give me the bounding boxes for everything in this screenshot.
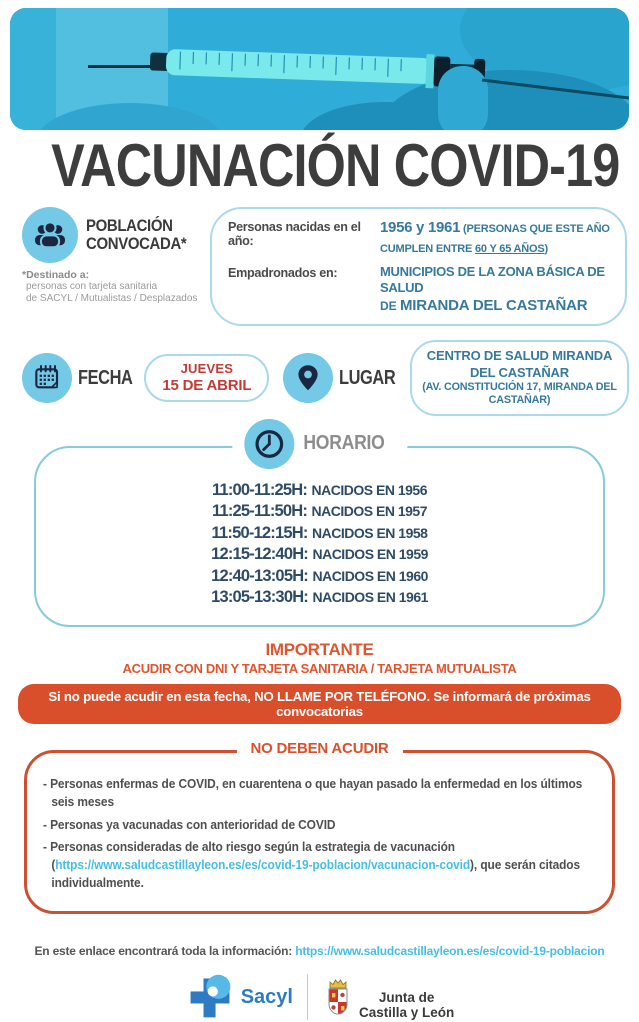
schedule-row: 11:00-11:25H: NACIDOS EN 1956 <box>44 480 595 502</box>
poblacion-info-box <box>210 207 627 327</box>
section-importante <box>0 640 639 676</box>
junta-logo <box>322 974 454 1020</box>
horario-title: HORARIO <box>303 432 384 455</box>
schedule-row: 12:40-13:05H: NACIDOS EN 1960 <box>44 566 595 588</box>
list-item: - Personas consideradas de alto riesgo según la estrategia de vacunación (https://www.saludcastillayleon.es/es/covid-19-poblacion/vacunacion-covid), que serán citados individualmente. <box>43 838 596 892</box>
list-item: - Personas ya vacunadas con anterioridad de COVID <box>43 816 596 834</box>
section-fecha-lugar <box>0 326 639 415</box>
sacyl-logo <box>185 972 293 1022</box>
fecha-value-pill: JUEVES 15 DE ABRIL <box>144 354 269 402</box>
header-photo-syringe <box>10 8 629 130</box>
page-title: VACUNACIÓN COVID-19 <box>51 134 588 199</box>
location-pin-icon <box>283 353 333 403</box>
poblacion-footnote: *Destinado a: personas con tarjeta sanitaria de SACYL / Mutualistas / Desplazados <box>22 269 200 306</box>
section-no-deben-acudir <box>24 750 615 914</box>
vaccination-poster <box>0 8 639 908</box>
horario-header <box>232 419 407 469</box>
section-poblacion <box>0 199 639 327</box>
importante-title: IMPORTANTE <box>0 640 639 660</box>
no-deben-title: NO DEBEN ACUDIR <box>236 740 402 757</box>
junta-label: Junta de Castilla y León <box>359 990 454 1020</box>
no-llame-banner: Si no puede acudir en esta fecha, NO LLAME POR TELÉFONO. Se informará de próximas convocatorias <box>18 684 621 724</box>
sacyl-label: Sacyl <box>241 986 293 1009</box>
footer-logos <box>0 972 639 1022</box>
schedule-row: 11:50-12:15H: NACIDOS EN 1958 <box>44 523 595 545</box>
people-group-icon <box>22 207 78 263</box>
schedule-row: 12:15-12:40H: NACIDOS EN 1959 <box>44 544 595 566</box>
sacyl-cross-icon <box>185 972 235 1022</box>
schedule-row: 13:05-13:30H: NACIDOS EN 1961 <box>44 587 595 609</box>
junta-crest-icon <box>322 974 354 1020</box>
footer-info-line: En este enlace encontrará toda la información: https://www.saludcastillayleon.es/es/covid-19-poblacion <box>0 944 639 958</box>
schedule-row: 11:25-11:50H: NACIDOS EN 1957 <box>44 501 595 523</box>
clock-icon <box>244 419 294 469</box>
nacidos-label: Personas nacidas en el año: <box>228 218 380 248</box>
nacidos-value: 1956 y 1961 (PERSONAS QUE ESTE AÑO CUMPLEN ENTRE 60 Y 65 AÑOS) <box>380 218 611 258</box>
list-item: - Personas enfermas de COVID, en cuarentena o que hayan pasado la enfermedad en los últimos seis meses <box>43 775 596 811</box>
poblacion-heading: POBLACIÓN CONVOCADA* <box>86 217 186 253</box>
lugar-label: LUGAR <box>339 367 395 390</box>
syringe-illustration <box>10 8 629 130</box>
horario-box <box>34 446 605 627</box>
lugar-value-box: CENTRO DE SALUD MIRANDA DEL CASTAÑAR (AV. CONSTITUCIÓN 17, MIRANDA DEL CASTAÑAR) <box>410 340 629 415</box>
fecha-label: FECHA <box>78 367 132 390</box>
empadronados-value: MUNICIPIOS DE LA ZONA BÁSICA DE SALUD DE MIRANDA DEL CASTAÑAR <box>380 264 611 317</box>
row-nacidos <box>228 218 611 258</box>
empadronados-label: Empadronados en: <box>228 264 380 280</box>
covid-19-poblacion-link[interactable]: https://www.saludcastillayleon.es/es/covid-19-poblacion <box>295 944 604 958</box>
row-empadronados <box>228 264 611 317</box>
section-horario <box>34 446 605 627</box>
logo-divider <box>307 974 308 1020</box>
poblacion-left <box>22 207 200 306</box>
vacunacion-covid-link[interactable]: https://www.saludcastillayleon.es/es/covid-19-poblacion/vacunacion-covid <box>55 857 470 872</box>
importante-subtitle: ACUDIR CON DNI Y TARJETA SANITARIA / TARJETA MUTUALISTA <box>0 661 639 676</box>
no-deben-box <box>24 750 615 914</box>
calendar-icon <box>22 353 72 403</box>
